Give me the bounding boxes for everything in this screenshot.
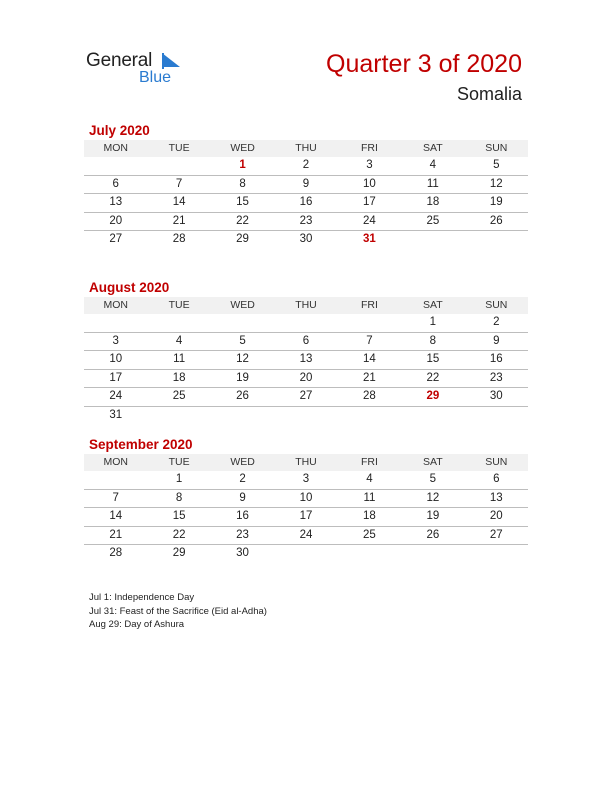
- day-cell: 4: [147, 333, 210, 352]
- day-cell: 17: [84, 370, 147, 389]
- day-cell: 14: [338, 351, 401, 370]
- day-cell: 9: [274, 176, 337, 195]
- empty-day-cell: [84, 314, 147, 333]
- day-cell: 21: [147, 213, 210, 232]
- empty-day-cell: [147, 407, 210, 425]
- day-cell: 17: [338, 194, 401, 213]
- day-cell: 26: [465, 213, 528, 232]
- day-cell: 19: [211, 370, 274, 389]
- holiday-note: Jul 1: Independence Day: [89, 592, 195, 603]
- day-cell: 14: [147, 194, 210, 213]
- day-cell: 7: [338, 333, 401, 352]
- day-cell: 18: [338, 508, 401, 527]
- day-cell: 27: [274, 388, 337, 407]
- empty-day-cell: [465, 407, 528, 425]
- day-cell: 10: [84, 351, 147, 370]
- weekday-header: SAT: [401, 297, 464, 314]
- holiday-note: Aug 29: Day of Ashura: [89, 619, 185, 630]
- day-cell: 28: [338, 388, 401, 407]
- weekday-header: SUN: [465, 297, 528, 314]
- empty-day-cell: [211, 407, 274, 425]
- holiday-note: Jul 31: Feast of the Sacrifice (Eid al-Adha): [89, 605, 267, 617]
- day-cell: 11: [147, 351, 210, 370]
- weekday-header: WED: [211, 140, 274, 157]
- day-cell: 16: [211, 508, 274, 527]
- day-cell: 29: [172, 547, 186, 559]
- month-grid: [84, 140, 528, 249]
- weekday-header: FRI: [338, 297, 401, 314]
- day-cell: 13: [84, 194, 147, 213]
- day-cell: 3: [274, 471, 337, 490]
- month-september: [84, 436, 528, 563]
- weekday-header: WED: [211, 297, 274, 314]
- day-cell: 4: [401, 157, 464, 176]
- day-cell: 28: [109, 547, 123, 559]
- day-cell: 9: [211, 490, 274, 509]
- day-cell: 15: [401, 351, 464, 370]
- empty-day-cell: [147, 157, 210, 176]
- weekday-header: MON: [84, 140, 147, 157]
- empty-day-cell: [274, 407, 337, 425]
- day-cell: 18: [147, 370, 210, 389]
- holiday-notes: [89, 591, 267, 632]
- day-cell: 21: [84, 527, 147, 546]
- empty-day-cell: [338, 545, 401, 563]
- month-grid: [84, 297, 528, 424]
- day-cell: 6: [274, 333, 337, 352]
- day-cell: 27: [109, 233, 123, 245]
- day-cell: 6: [84, 176, 147, 195]
- day-cell: 1: [147, 471, 210, 490]
- empty-day-cell: [84, 471, 147, 490]
- day-cell: 2: [465, 314, 528, 333]
- empty-day-cell: [338, 407, 401, 425]
- empty-day-cell: [401, 407, 464, 425]
- day-cell: 25: [401, 213, 464, 232]
- day-cell: 13: [274, 351, 337, 370]
- empty-day-cell: [84, 157, 147, 176]
- day-cell: 3: [338, 157, 401, 176]
- day-cell: 22: [147, 527, 210, 546]
- day-cell: 13: [465, 490, 528, 509]
- day-cell: 20: [465, 508, 528, 527]
- day-cell: 20: [84, 213, 147, 232]
- day-cell: 19: [465, 194, 528, 213]
- day-cell: 26: [401, 527, 464, 546]
- weekday-header: TUE: [147, 297, 210, 314]
- day-cell: 14: [84, 508, 147, 527]
- weekday-header: SAT: [401, 140, 464, 157]
- logo: [86, 50, 196, 90]
- logo-flag-icon: [162, 53, 180, 69]
- day-cell: 23: [274, 213, 337, 232]
- day-cell: 28: [172, 233, 186, 245]
- logo-general-text: General: [86, 50, 153, 71]
- empty-day-cell: [147, 314, 210, 333]
- day-cell: 2: [274, 157, 337, 176]
- day-cell: 23: [211, 527, 274, 546]
- empty-day-cell: [401, 545, 464, 563]
- empty-day-cell: [401, 231, 464, 249]
- day-cell: 8: [401, 333, 464, 352]
- weekday-header: THU: [274, 454, 337, 471]
- weekday-header: WED: [211, 454, 274, 471]
- day-cell: 25: [338, 527, 401, 546]
- month-title: August 2020: [89, 280, 170, 295]
- day-cell: 22: [401, 370, 464, 389]
- day-cell: 16: [465, 351, 528, 370]
- day-cell: 31: [363, 233, 376, 245]
- day-cell: 8: [147, 490, 210, 509]
- month-grid: [84, 454, 528, 563]
- weekday-header: SAT: [401, 454, 464, 471]
- day-cell: 29: [401, 388, 464, 407]
- weekday-header: TUE: [147, 140, 210, 157]
- day-cell: 15: [211, 194, 274, 213]
- empty-day-cell: [465, 545, 528, 563]
- day-cell: 24: [274, 527, 337, 546]
- day-cell: 10: [274, 490, 337, 509]
- weekday-header: FRI: [338, 454, 401, 471]
- day-cell: 12: [211, 351, 274, 370]
- weekday-header: THU: [274, 297, 337, 314]
- day-cell: 30: [299, 233, 313, 245]
- empty-day-cell: [211, 314, 274, 333]
- weekday-header: TUE: [147, 454, 210, 471]
- day-cell: 1: [401, 314, 464, 333]
- empty-day-cell: [338, 314, 401, 333]
- country-name: Somalia: [456, 84, 522, 104]
- month-july: [84, 122, 528, 249]
- empty-day-cell: [274, 545, 337, 563]
- month-title: September 2020: [89, 437, 193, 452]
- weekday-header: SUN: [465, 140, 528, 157]
- day-cell: 30: [236, 547, 249, 559]
- day-cell: 12: [401, 490, 464, 509]
- day-cell: 8: [211, 176, 274, 195]
- day-cell: 7: [84, 490, 147, 509]
- day-cell: 31: [109, 408, 123, 421]
- day-cell: 20: [274, 370, 337, 389]
- day-cell: 19: [401, 508, 464, 527]
- page-title: Quarter 3 of 2020: [326, 50, 522, 78]
- day-cell: 5: [211, 333, 274, 352]
- day-cell: 16: [274, 194, 337, 213]
- month-august: [84, 279, 528, 424]
- day-cell: 5: [465, 157, 528, 176]
- day-cell: 18: [401, 194, 464, 213]
- weekday-header: FRI: [338, 140, 401, 157]
- day-cell: 2: [211, 471, 274, 490]
- empty-day-cell: [465, 231, 528, 249]
- day-cell: 11: [338, 490, 401, 509]
- empty-day-cell: [274, 314, 337, 333]
- day-cell: 29: [236, 233, 249, 245]
- day-cell: 25: [147, 388, 210, 407]
- weekday-header: THU: [274, 140, 337, 157]
- month-title: July 2020: [89, 123, 150, 138]
- day-cell: 9: [465, 333, 528, 352]
- day-cell: 6: [465, 471, 528, 490]
- day-cell: 12: [465, 176, 528, 195]
- day-cell: 10: [338, 176, 401, 195]
- weekday-header: SUN: [465, 454, 528, 471]
- day-cell: 4: [338, 471, 401, 490]
- day-cell: 26: [211, 388, 274, 407]
- day-cell: 21: [338, 370, 401, 389]
- day-cell: 17: [274, 508, 337, 527]
- day-cell: 3: [84, 333, 147, 352]
- day-cell: 27: [465, 527, 528, 546]
- weekday-header: MON: [84, 454, 147, 471]
- day-cell: 15: [147, 508, 210, 527]
- day-cell: 1: [211, 157, 274, 176]
- day-cell: 7: [147, 176, 210, 195]
- day-cell: 30: [465, 388, 528, 407]
- day-cell: 11: [401, 176, 464, 195]
- day-cell: 24: [84, 388, 147, 407]
- logo-blue-text: Blue: [139, 69, 172, 86]
- day-cell: 23: [465, 370, 528, 389]
- day-cell: 22: [211, 213, 274, 232]
- day-cell: 5: [401, 471, 464, 490]
- weekday-header: MON: [84, 297, 147, 314]
- day-cell: 24: [338, 213, 401, 232]
